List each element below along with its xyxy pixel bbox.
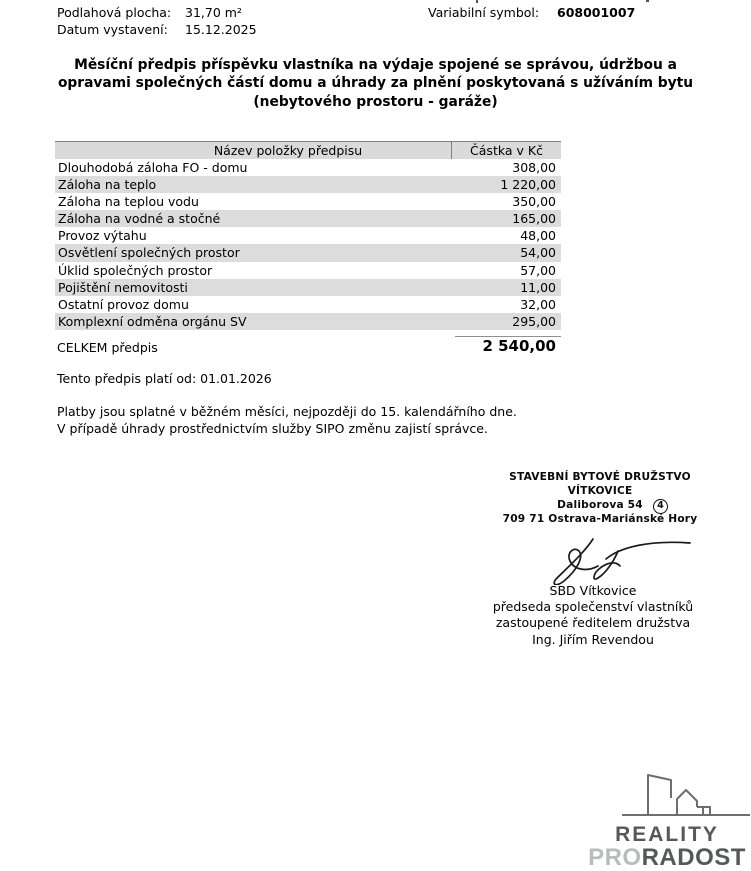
item-amount: 11,00 <box>520 279 556 295</box>
floor-area-label: Podlahová plocha: <box>57 5 172 20</box>
item-name: Záloha na teplou vodu <box>58 193 199 209</box>
issue-date-value: 15.12.2025 <box>185 22 257 37</box>
item-amount: 54,00 <box>520 245 556 261</box>
variable-symbol-value: 608001007 <box>557 5 636 20</box>
item-amount: 57,00 <box>520 262 556 278</box>
logo-pro-text: PRO <box>588 844 642 871</box>
payment-note-line-1: Platby jsou splatné v běžném měsíci, nejpozději do 15. kalendářního dne. <box>57 404 517 419</box>
item-name: Osvětlení společných prostor <box>58 245 240 261</box>
stamp-line-2: VÍTKOVICE <box>567 485 633 497</box>
variable-symbol-label: Variabilní symbol: <box>428 5 540 20</box>
document-title <box>0 56 751 111</box>
item-amount: 308,00 <box>512 159 556 175</box>
item-name: Ostatní provoz domu <box>58 297 189 312</box>
table-body <box>55 159 561 331</box>
table-row <box>55 279 561 296</box>
buildings-icon <box>622 765 750 819</box>
title-line-1: Měsíční předpis příspěvku vlastníka na výdaje spojené se správou, údržbou a <box>74 57 677 73</box>
logo-proradost-text <box>586 846 748 869</box>
table-row <box>55 193 561 210</box>
table-header-amount: Částka v Kč <box>470 142 543 158</box>
table-row <box>55 159 561 176</box>
stamp-number-badge: 4 <box>653 499 668 514</box>
valid-from-text: Tento předpis platí od: 01.01.2026 <box>57 371 272 386</box>
item-name: Komplexní odměna orgánu SV <box>58 314 247 330</box>
logo <box>586 824 748 869</box>
stamp-line-1: STAVEBNÍ BYTOVÉ DRUŽSTVO <box>509 471 691 483</box>
item-amount: 165,00 <box>512 211 556 227</box>
signer-line-1: SBD Vítkovice <box>549 583 637 598</box>
payment-notes <box>57 404 517 437</box>
item-name: Pojištění nemovitosti <box>58 279 188 295</box>
handwritten-signature <box>538 527 703 585</box>
item-amount: 350,00 <box>512 193 556 209</box>
item-amount: 295,00 <box>512 314 556 330</box>
item-name: Záloha na teplo <box>58 176 157 192</box>
stamp-line-3: Daliborova 54 <box>557 499 643 511</box>
title-line-2: opravami společných částí domu a úhrady za plnění poskytovaná s užíváním bytu <box>57 75 694 92</box>
scan-artifact <box>476 0 478 3</box>
table-row <box>55 313 561 330</box>
table-row <box>55 244 561 261</box>
issue-date-label: Datum vystavení: <box>57 22 168 37</box>
signer-line-4: Ing. Jiřím Revendou <box>532 631 654 647</box>
signer-line-3: zastoupené ředitelem družstva <box>495 615 691 631</box>
title-line-3: (nebytového prostoru - garáže) <box>253 93 498 110</box>
item-name: Úklid společných prostor <box>58 262 213 278</box>
item-amount: 1 220,00 <box>500 176 556 192</box>
table-row <box>55 296 561 313</box>
scan-artifact <box>646 0 649 2</box>
table-header-row <box>55 141 561 159</box>
table-header-item-name: Název položky předpisu <box>55 142 452 159</box>
table-row <box>55 227 561 244</box>
stamp-line-4: 709 71 Ostrava-Mariánské Hory <box>502 513 698 525</box>
table-row <box>55 176 561 193</box>
table-row <box>55 262 561 279</box>
signer-line-2: předseda společenství vlastníků <box>492 599 694 615</box>
table-row <box>55 210 561 227</box>
payment-note-line-2: V případě úhrady prostřednictvím služby SIPO změnu zajistí správce. <box>57 420 488 436</box>
item-amount: 48,00 <box>520 228 556 244</box>
total-label: CELKEM předpis <box>57 340 158 355</box>
item-name: Záloha na vodné a stočné <box>58 211 221 227</box>
logo-radost-text: RADOST <box>641 844 746 871</box>
item-name: Dlouhodobá záloha FO - domu <box>58 159 248 175</box>
signer-block <box>467 583 719 648</box>
company-stamp <box>500 470 700 526</box>
floor-area-value: 31,70 m² <box>185 5 242 20</box>
item-amount: 32,00 <box>520 297 556 312</box>
item-name: Provoz výtahu <box>58 228 147 244</box>
total-amount: 2 540,00 <box>482 337 556 355</box>
logo-reality-text: REALITY <box>615 823 719 846</box>
